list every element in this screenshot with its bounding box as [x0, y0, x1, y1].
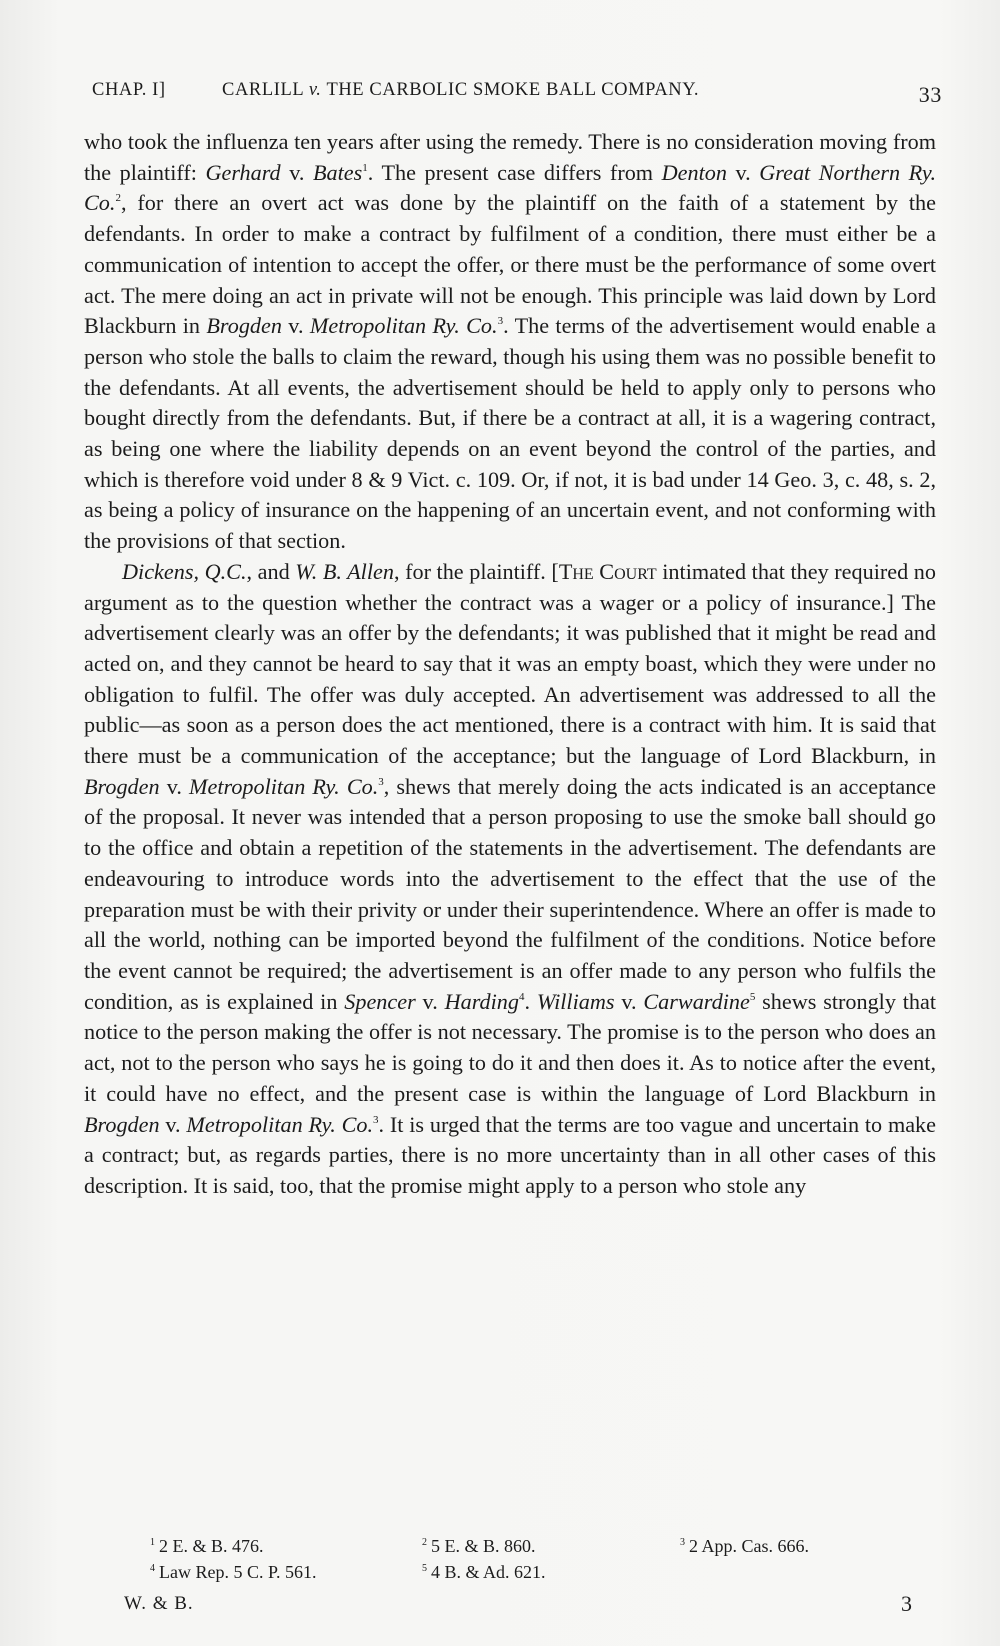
case-name: Bates	[312, 159, 363, 185]
footnote	[422, 1530, 536, 1559]
title-versus: v.	[308, 80, 322, 100]
running-header	[92, 80, 942, 110]
text-run: . It is urged that the terms are too vague and uncertain to make a contract; but, as regards parties, there is no more uncertainty than in all other cases of this description. It is said, too, that the promise might apply to a person who stole any	[84, 1111, 936, 1198]
footnote-row	[150, 1556, 910, 1582]
text-run: v.	[614, 988, 644, 1014]
case-name: Williams	[536, 988, 615, 1014]
footnote-text: 5 E. & B. 860.	[431, 1536, 536, 1556]
footnote-ref: 3	[373, 1113, 379, 1126]
footnote-ref: 2	[115, 192, 121, 205]
text-run: who took the influenza ten years after using the remedy. There is no consideration moving from the plaintiff:	[84, 129, 936, 185]
footnote-ref: 1	[362, 161, 368, 174]
text-run: v.	[726, 159, 760, 185]
footnote-text: 2 E. & B. 476.	[159, 1536, 264, 1556]
text-run: , and	[246, 558, 296, 584]
counsel-name: Dickens, Q.C.	[122, 558, 247, 584]
footnotes	[150, 1530, 910, 1582]
case-name: Metropolitan Ry. Co.	[309, 313, 498, 339]
text-run: , shews that merely doing the acts indicated is an acceptance of the proposal. It never was intended that a person proposing to use the smoke ball should go to the office and obtain a repetition of the statements in the advertisement. The defendants are endeavouring to introduce words into the advertisement to the effect that the use of the preparation must be with their privity or under their superintendence. Where an offer is made to all the world, nothing can be imported beyond the fulfilment of the conditions. Notice before the event cannot be required; the advertisement is an offer made to any person who fulfils the condition, as is explained in	[84, 773, 936, 1014]
footnote-text: Law Rep. 5 C. P. 561.	[159, 1562, 317, 1582]
footnote	[150, 1556, 317, 1585]
footnote-ref: 5	[749, 990, 756, 1003]
text-run: .	[524, 988, 537, 1014]
footnote-number: 1	[150, 1537, 155, 1548]
counsel-name: W. B. Allen	[295, 558, 394, 584]
footnote-ref: 3	[378, 775, 384, 788]
case-name: Brogden	[206, 313, 282, 339]
text-run: . The terms of the advertisement would enable a person who stole the balls to claim the reward, though his using them was no possible benefit to the defendants. At all events, the advertisement should be held to apply only to persons who bought directly from the defendants. But, if there be a contract at all, it is a wagering contract, as being one where the liability depends on an event beyond the control of the parties, and which is therefore void under 8 & 9 Vict. c. 109. Or, if not, it is bad under 14 Geo. 3, c. 48, s. 2, as being a policy of insurance on the happening of an uncertain event, and not conforming with the provisions of that section.	[84, 313, 937, 554]
footnote-text: 2 App. Cas. 666.	[689, 1536, 810, 1556]
case-name: Carwardine	[643, 988, 750, 1014]
court-label: The Court	[558, 558, 657, 584]
footnote-text: 4 B. & Ad. 621.	[431, 1562, 546, 1582]
text-run: v.	[159, 773, 190, 799]
case-name: Great Northern Ry. Co.	[84, 159, 936, 216]
page-body	[84, 127, 936, 1202]
running-title	[222, 80, 699, 101]
footnote-number: 4	[150, 1563, 155, 1574]
case-name: Metropolitan Ry. Co.	[189, 773, 379, 799]
case-name: Spencer	[344, 988, 416, 1014]
footnote-ref: 4	[518, 990, 525, 1003]
sheet-number: 3	[901, 1591, 912, 1616]
footnote	[422, 1556, 546, 1585]
footnote-ref: 3	[497, 315, 504, 328]
text-run: v.	[159, 1111, 187, 1137]
case-name: Denton	[661, 159, 727, 185]
case-name: Brogden	[84, 773, 160, 799]
case-name: Brogden	[84, 1111, 160, 1137]
chapter-label: CHAP. I]	[92, 80, 166, 100]
title-part-a: CARLILL	[222, 80, 304, 100]
text-run: v.	[280, 159, 313, 185]
footnote	[680, 1530, 809, 1559]
footnote-number: 5	[422, 1563, 427, 1574]
footnote-number: 2	[422, 1537, 427, 1548]
printer-signature: W. & B.	[124, 1593, 194, 1614]
argument-paragraph	[84, 127, 936, 557]
footnote	[150, 1530, 264, 1559]
title-part-b: THE CARBOLIC SMOKE BALL COMPANY.	[326, 80, 700, 100]
case-name: Metropolitan Ry. Co.	[186, 1111, 374, 1137]
text-run: v.	[281, 313, 310, 339]
case-name: Harding	[444, 988, 519, 1014]
text-run: . The present case differs from	[367, 159, 662, 185]
case-name: Gerhard	[205, 159, 281, 185]
text-run: , for there an overt act was done by the plaintiff on the faith of a statement by the defendants. In order to make a contract by fulfilment of a condition, there must either be a communication of intention to accept the offer, or there must be the performance of some overt act. The mere doing an act in private will not be enough. This principle was laid down by Lord Blackburn in	[84, 190, 936, 339]
text-run: v.	[415, 988, 445, 1014]
plaintiff-argument-paragraph	[84, 557, 936, 1202]
text-run: shews strongly that notice to the person making the offer is not necessary. The promise is to the person who does an act, not to the person who says he is going to do it and then does it. As to notice after the event, it could have no effect, and the present case is within the language of Lord Blackburn in	[84, 988, 937, 1106]
page-number: 33	[918, 82, 942, 107]
text-run: , for the plaintiff. [	[393, 558, 559, 584]
text-run: intimated that they required no argument as to the question whether the contract was a wager or a policy of insurance.] The advertisement clearly was an offer by the defendants; it was published that it might be read and acted on, and they cannot be heard to say that it was an empty boast, which they were under no obligation to fulfil. The offer was duly accepted. An advertisement was addressed to all the public—as soon as a person does the act mentioned, there is a contract with him. It is said that there must be a communication of the acceptance; but the language of Lord Blackburn, in	[84, 558, 936, 769]
footnote-row	[150, 1530, 910, 1556]
footnote-number: 3	[680, 1537, 685, 1548]
